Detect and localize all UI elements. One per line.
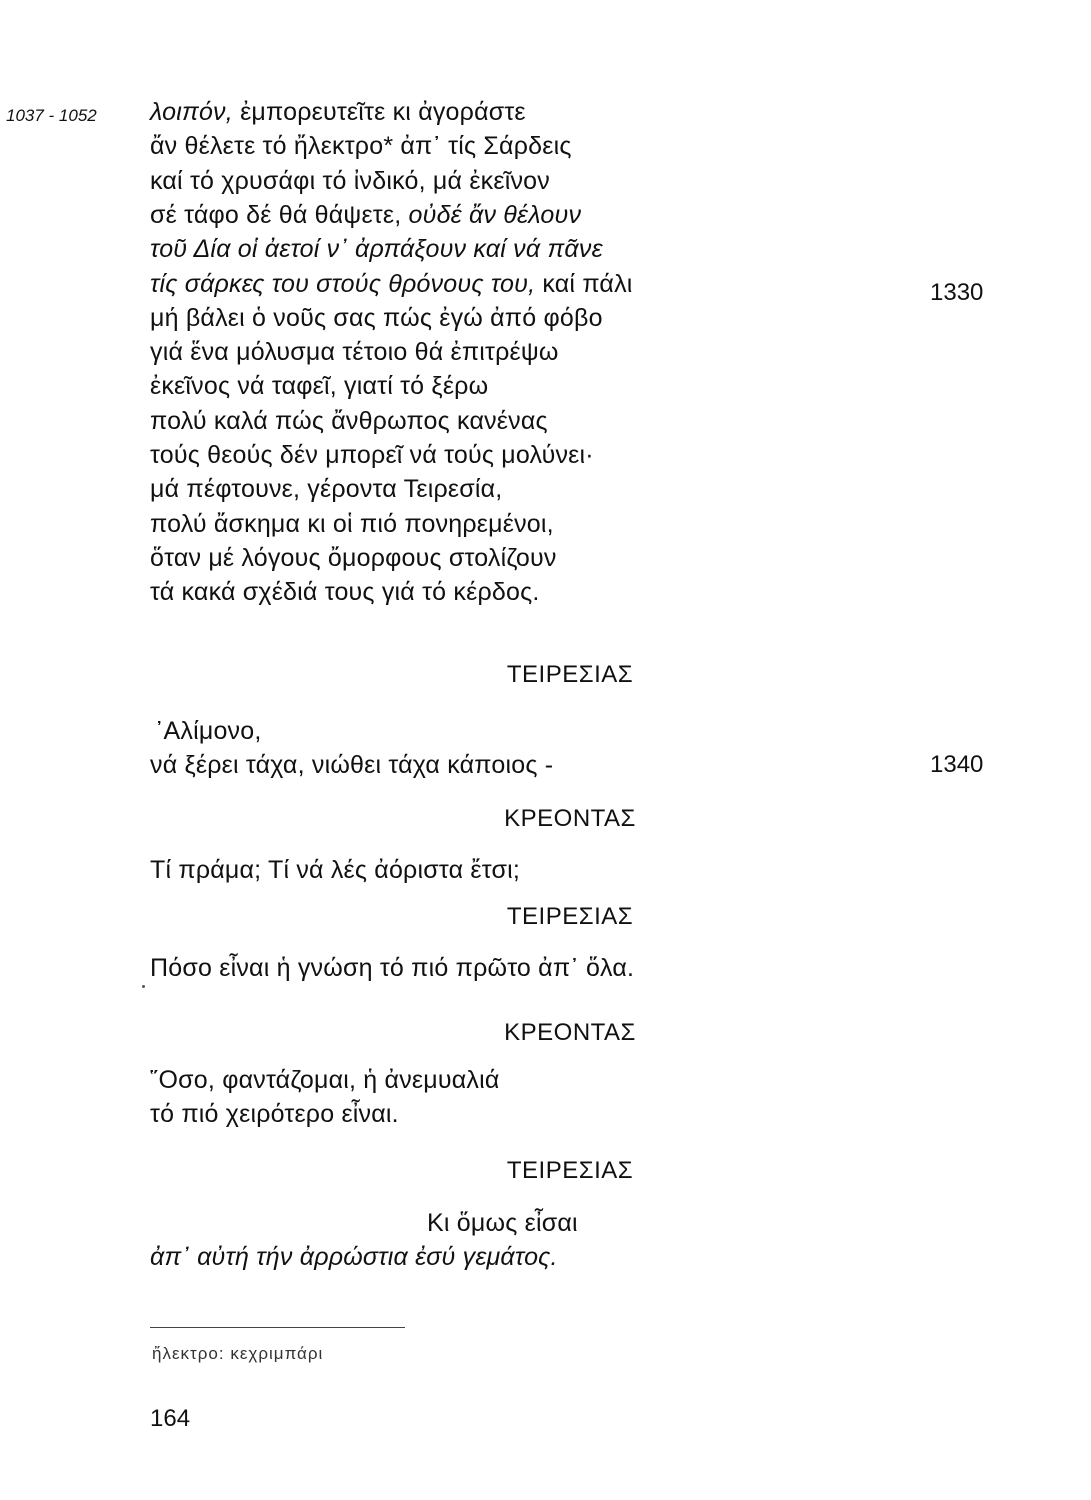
- verse-line: [150, 440, 594, 470]
- verse-line: Τί πράμα; Τί νά λές ἀόριστα ἔτσι;: [150, 856, 520, 884]
- verse-text-italic: λοιπόν,: [150, 98, 233, 126]
- verse-line: [150, 371, 488, 401]
- verse-text: ὅταν μέ λόγους ὄμορφους στολίζουν: [150, 544, 557, 572]
- verse-text: πολύ καλά πώς ἄνθρωπος κανένας: [150, 407, 548, 435]
- verse-line: [150, 303, 603, 333]
- verse-line: Πόσο εἶναι ἡ γνώση τό πιό πρῶτο ἀπ᾽ ὅλα.: [150, 954, 635, 982]
- verse-line: [150, 474, 502, 504]
- verse-text: σέ τάφο δέ θά θάψετε,: [150, 201, 409, 229]
- verse-text: μά πέφτουνε, γέροντα Τειρεσία,: [150, 475, 503, 503]
- verse-text: μή βάλει ὁ νοῦς σας πώς ἐγώ ἀπό φόβο: [150, 304, 603, 332]
- verse-text: γιά ἕνα μόλυσμα τέτοιο θά ἐπιτρέψω: [150, 338, 559, 366]
- verse-line: [150, 269, 633, 299]
- verse-text: τά κακά σχέδιά τους γιά τό κέρδος.: [150, 578, 540, 606]
- verse-line: [150, 337, 559, 367]
- verse-line: [150, 166, 550, 196]
- verse-line: τό πιό χειρότερο εἶναι.: [150, 1100, 399, 1128]
- verse-line: [150, 200, 581, 230]
- verse-text: ἐμπορευτεῖτε κι ἀγοράστε: [232, 98, 526, 126]
- speaker-heading: ΚΡΕΟΝΤΑΣ: [504, 1019, 636, 1046]
- verse-line: [150, 509, 554, 539]
- verse-line: ἀπ᾽ αὐτή τήν ἀρρώστια ἐσύ γεμάτος.: [150, 1243, 558, 1271]
- verse-line: [150, 406, 548, 436]
- speaker-heading: ΚΡΕΟΝΤΑΣ: [504, 805, 636, 832]
- verse-line: [150, 234, 603, 264]
- verse-line: [150, 131, 572, 161]
- verse-text: καί τό χρυσάφι τό ἰνδικό, μά ἐκεῖνον: [150, 167, 550, 195]
- verse-text-italic: τοῦ Δία οἱ ἀετοί ν᾽ ἀρπάξουν καί νά πᾶνε: [150, 235, 603, 263]
- speaker-heading: ΤΕΙΡΕΣΙΑΣ: [506, 661, 634, 688]
- verse-text-italic: τίς σάρκες του στούς θρόνους του,: [150, 270, 536, 298]
- verse-line: νά ξέρει τάχα, νιώθει τάχα κάποιος -: [150, 751, 554, 779]
- verse-reference: 1037 - 1052: [6, 106, 97, 125]
- verse-line: Κι ὅμως εἶσαι: [427, 1209, 578, 1237]
- verse-text: ἐκεῖνος νά ταφεῖ, γιατί τό ξέρω: [150, 372, 489, 400]
- verse-text-italic: οὐδέ ἄν θέλουν: [408, 201, 582, 229]
- footnote: ἤλεκτρο: κεχριμπάρι: [152, 1344, 324, 1363]
- verse-text: καί πάλι: [535, 270, 633, 298]
- footnote-divider: [150, 1327, 405, 1328]
- line-number-1340: 1340: [930, 751, 984, 778]
- scan-speck: [142, 985, 145, 988]
- line-number-1330: 1330: [930, 279, 984, 306]
- verse-line: [150, 577, 539, 607]
- verse-text: πολύ ἄσκημα κι οἱ πιό πονηρεμένοι,: [150, 510, 554, 538]
- verse-text: ἄν θέλετε τό ἤλεκτρο* ἀπ᾽ τίς Σάρδεις: [150, 132, 572, 160]
- verse-line: ᾽Αλίμονο,: [155, 717, 262, 745]
- page-number: 164: [150, 1405, 191, 1432]
- speaker-heading: ΤΕΙΡΕΣΙΑΣ: [506, 903, 634, 930]
- verse-line: [150, 543, 557, 573]
- verse-line: ῞Οσο, φαντάζομαι, ἡ ἀνεμυαλιά: [150, 1066, 500, 1094]
- verse-text: τούς θεούς δέν μπορεῖ νά τούς μολύνει·: [150, 441, 594, 469]
- verse-line: [150, 97, 526, 127]
- speaker-heading: ΤΕΙΡΕΣΙΑΣ: [506, 1157, 634, 1184]
